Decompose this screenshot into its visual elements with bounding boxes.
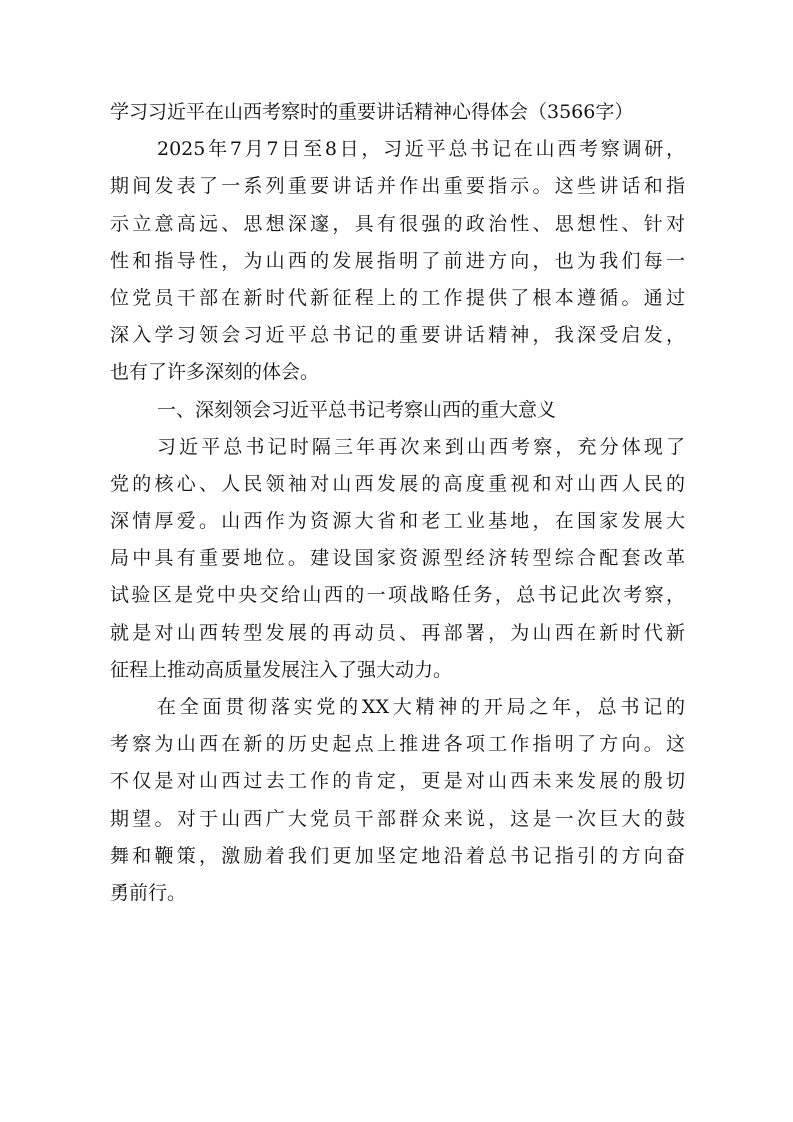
section-heading-text: 一、深刻领会习近平总书记考察山西的重大意义: [157, 398, 557, 421]
paragraph-line: 2025年7月7日至8日，习近平总书记在山西考察调研，: [157, 138, 685, 161]
paragraph-line: 不仅是对山西过去工作的肯定，更是对山西未来发展的殷切: [110, 770, 685, 793]
paragraph-line: 示立意高远、思想深邃，具有很强的政治性、思想性、针对: [110, 212, 685, 235]
paragraph-line: 深入学习领会习近平总书记的重要讲话精神，我深受启发，: [110, 324, 685, 347]
paragraph-direction: [110, 689, 685, 912]
paragraph-line: 勇前行。: [110, 881, 187, 904]
paragraph-line: 习近平总书记时隔三年再次来到山西考察，充分体现了: [157, 435, 685, 458]
paragraph-line: 期间发表了一系列重要讲话并作出重要指示。这些讲话和指: [110, 175, 685, 198]
paragraph-line: 深情厚爱。山西作为资源大省和老工业基地，在国家发展大: [110, 510, 685, 533]
paragraph-line: 征程上推动高质量发展注入了强大动力。: [110, 658, 453, 681]
document-title: 学习习近平在山西考察时的重要讲话精神心得体会（3566字）: [110, 101, 634, 123]
paragraph-line: 在全面贯彻落实党的XX大精神的开局之年，总书记的: [157, 696, 685, 718]
paragraph-line: 考察为山西在新的历史起点上推进各项工作指明了方向。这: [110, 733, 685, 756]
paragraph-line: 位党员干部在新时代新征程上的工作提供了根本遵循。通过: [110, 286, 685, 309]
paragraph-significance: [110, 429, 685, 689]
paragraph-line: 局中具有重要地位。建设国家资源型经济转型综合配套改革: [110, 547, 685, 570]
paragraph-line: 期望。对于山西广大党员干部群众来说，这是一次巨大的鼓: [110, 807, 685, 830]
document-body: [110, 94, 685, 912]
paragraph-intro: [110, 131, 685, 391]
section-heading: [110, 392, 685, 429]
paragraph-line: 舞和鞭策，激励着我们更加坚定地沿着总书记指引的方向奋: [110, 844, 685, 867]
paragraph-line: 也有了许多深刻的体会。: [110, 361, 320, 384]
paragraph-line: 党的核心、人民领袖对山西发展的高度重视和对山西人民的: [110, 472, 685, 495]
paragraph-line: 试验区是党中央交给山西的一项战略任务，总书记此次考察，: [110, 584, 685, 607]
paragraph-line: 就是对山西转型发展的再动员、再部署，为山西在新时代新: [110, 621, 685, 644]
paragraph-line: 性和指导性，为山西的发展指明了前进方向，也为我们每一: [110, 249, 685, 272]
